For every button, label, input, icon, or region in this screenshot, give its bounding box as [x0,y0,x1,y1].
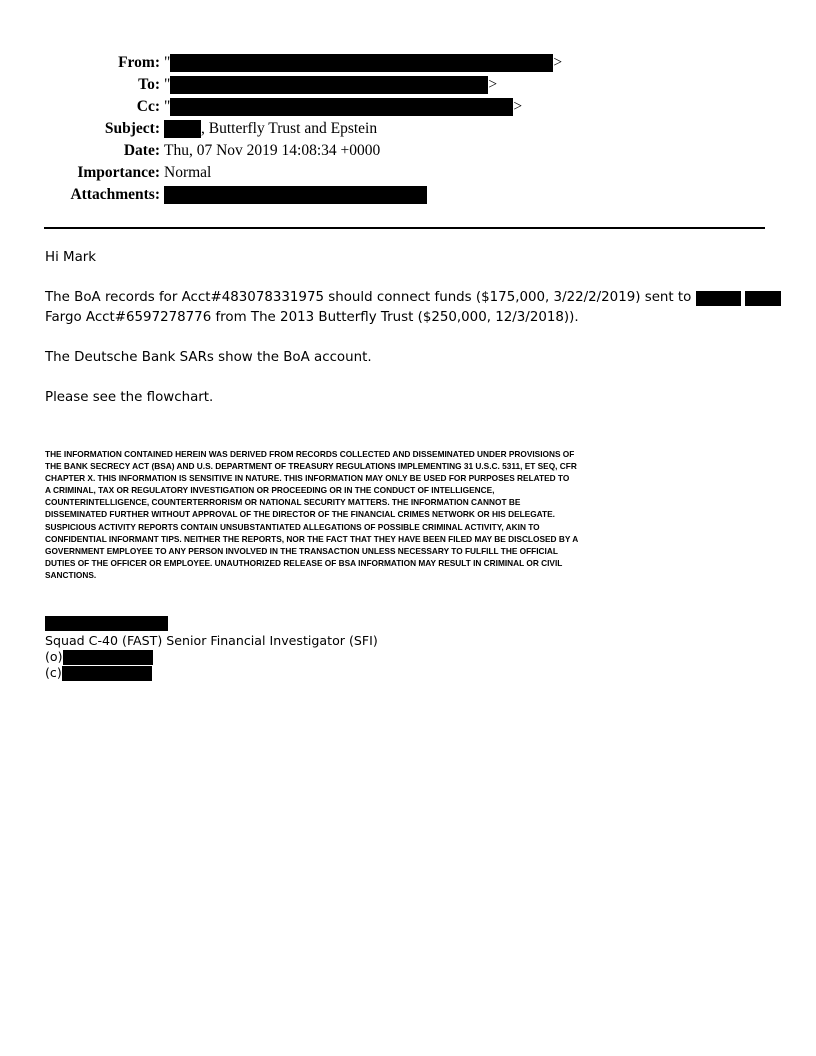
disclaimer-line: CHAPTER X. THIS INFORMATION IS SENSITIVE IN NATURE. THIS INFORMATION MAY ONLY BE USED FOR PURPOSES RELATED TO [45,473,570,484]
paragraph-3: Please see the flowchart. [45,390,214,405]
signature-name [45,616,168,631]
date-row [0,140,816,162]
signature-title: Squad C-40 (FAST) Senior Financial Investigator (SFI) [45,633,378,648]
from-value [164,52,562,74]
cc-label: Cc: [136,98,160,115]
from-row [0,52,816,74]
paragraph-1-line-1-text: The BoA records for Acct#483078331975 should connect funds ($175,000, 3/22/2/2019) sent to [45,290,692,305]
disclaimer-line: GOVERNMENT EMPLOYEE TO ANY PERSON INVOLVED IN THE TRANSACTION UNLESS NECESSARY TO FULFILL THE OFFICIAL [45,545,558,556]
disclaimer-line: DUTIES OF THE OFFICER OR EMPLOYEE. UNAUTHORIZED RELEASE OF BSA INFORMATION MAY RESULT IN CRIMINAL OR CIVIL [45,557,563,568]
disclaimer-line: THE INFORMATION CONTAINED HEREIN WAS DERIVED FROM RECORDS COLLECTED AND DISSEMINATED UNDER PROVISIONS OF [45,449,575,459]
signature-office-phone [45,649,153,665]
to-redaction [170,76,488,94]
office-phone-redaction [63,650,153,665]
disclaimer-line: SUSPICIOUS ACTIVITY REPORTS CONTAIN UNSUBSTANTIATED ALLEGATIONS OF POSSIBLE CRIMINAL ACTIVITY, AKIN TO [45,521,540,532]
signature-name-redaction [45,616,168,631]
to-close: > [488,76,498,93]
greeting: Hi Mark [45,250,97,265]
cc-quote: " [164,98,171,115]
subject-redaction [164,120,201,138]
to-value [164,74,497,96]
office-phone-prefix: (o) [45,649,63,664]
attachments-redaction [164,186,427,204]
from-redaction [170,54,553,72]
importance-row [0,162,816,184]
signature-cell-phone [45,665,152,681]
date-label: Date: [123,142,160,159]
date-value: Thu, 07 Nov 2019 14:08:34 +0000 [164,142,381,159]
to-row [0,74,816,96]
attachments-value [164,184,427,206]
header-divider [44,227,765,229]
disclaimer-line: THE BANK SECRECY ACT (BSA) AND U.S. DEPARTMENT OF TREASURY REGULATIONS IMPLEMENTING 31 U.S.C. 5311, ET SEQ, CFR [45,461,577,472]
from-quote: " [164,54,171,71]
cell-phone-redaction [62,666,152,681]
cc-redaction [170,98,513,116]
subject-row [0,118,816,140]
to-quote: " [164,76,171,93]
subject-label: Subject: [104,120,160,137]
paragraph-2: The Deutsche Bank SARs show the BoA account. [45,350,372,365]
cell-phone-prefix: (c) [45,665,62,680]
to-label: To: [138,76,160,93]
bank-name-redaction-2 [745,291,781,306]
disclaimer-line: CONFIDENTIAL INFORMANT TIPS. NEITHER THE REPORTS, NOR THE FACT THAT THEY HAVE BEEN FILED MAY BE DISCLOSED BY A [45,533,579,544]
importance-label: Importance: [77,164,160,181]
attachments-label: Attachments: [70,186,160,203]
importance-value: Normal [164,164,212,181]
disclaimer-line: DISSEMINATED FURTHER WITHOUT APPROVAL OF THE DIRECTOR OF THE FINANCIAL CRIMES NETWORK OR HIS DELEGATE. [45,509,555,520]
cc-row [0,96,816,118]
paragraph-1-line-2: Fargo Acct#6597278776 from The 2013 Butterfly Trust ($250,000, 12/3/2018)). [45,310,579,325]
cc-value [164,96,522,118]
from-label: From: [118,54,160,71]
attachments-row [0,184,816,206]
subject-text: , Butterfly Trust and Epstein [201,120,378,137]
paragraph-1-line-1 [45,288,781,308]
disclaimer-line: A CRIMINAL, TAX OR REGULATORY INVESTIGATION OR PROCEEDING OR IN THE CONDUCT OF INTELLIGENCE, [45,485,495,496]
cc-close: > [513,98,523,115]
bank-name-redaction-1 [696,291,741,306]
disclaimer-line: COUNTERINTELLIGENCE, COUNTERTERRORISM OR NATIONAL SECURITY MATTERS. THE INFORMATION CANNOT BE [45,497,521,508]
disclaimer-line: SANCTIONS. [45,569,97,580]
from-close: > [553,54,563,71]
bsa-disclaimer [45,448,625,581]
subject-value [164,118,377,140]
